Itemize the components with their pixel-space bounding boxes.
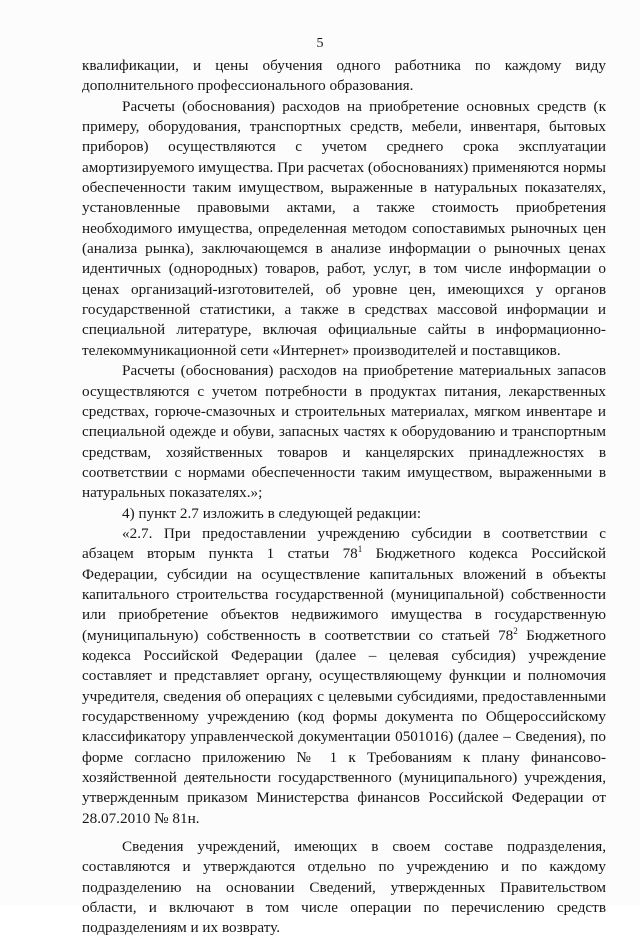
paragraph-clause-2-7	[82, 524, 606, 829]
paragraph-material-inventory: Расчеты (обоснования) расходов на приобретение материальных запасов осуществляются с учетом потребности в продуктах питания, лекарственных средствах, горюче-смазочных и строительных материалах, мягком инвентаре и специальной одежде и обуви, запасных частях к оборудованию и транспортным средствам, хозяйственных товаров и канцелярских принадлежностях в соответствии с нормами обеспеченности таким имуществом, выраженными в натуральных показателях.»;	[82, 362, 606, 502]
paragraph-fixed-assets: Расчеты (обоснования) расходов на приобретение основных средств (к примеру, оборудования, транспортных средств, мебели, инвентаря, бытовых приборов) осуществляются с учетом среднего срока эксплуатации амортизируемого имущества. При расчетах (обоснованиях) применяются нормы обеспеченности таким имуществом, выраженные в натуральных показателях, установленные правовыми актами, а также стоимость приобретения необходимого имущества, определенная методом сопоставимых рыночных цен (анализа рынка), заключающемся в анализе информации о рыночных ценах идентичных (однородных) товаров, работ, услуг, в том числе информации о ценах организаций-изготовителей, об уровне цен, имеющихся у органов государственной статистики, а также в средствах массовой информации и специальной литературе, включая официальные сайты в информационно-телекоммуникационной сети «Интернет» производителей и поставщиков.	[82, 97, 606, 359]
clause-2-7-text-part-3: Бюджетного кодекса Российской Федерации (далее – целевая субсидия) учреждение составляет и представляет органу, осуществляющему функции и полномочия учредителя, сведения об операциях с целевыми субсидиями, предоставленными государственному учреждению (код формы документа по Общероссийскому классификатору управленческой документации 0501016) (далее – Сведения), по форме согласно приложению № 1 к Требованиям к плану финансово-хозяйственной деятельности государственного (муниципального) учреждения, утвержденным приказом Министерства финансов Российской Федерации от 28.07.2010 № 81н.	[82, 626, 606, 827]
page-number: 5	[316, 36, 324, 51]
document-body	[82, 56, 606, 939]
clause-2-7-text-part-2: Бюджетного кодекса Российской Федерации, субсидии на осуществление капитальных вложений в объекты капитального строительства государственной (муниципальной) собственности или приобретение объектов недвижимого имущества в государственную (муниципальную) собственность в соответствии со статьей 78	[82, 545, 606, 644]
clause-2-7-text-part-1: «2.7. При предоставлении учреждению субсидии в соответствии с абзацем вторым пункта 1 статьи 78	[82, 524, 606, 563]
paragraph-clause-4: 4) пункт 2.7 изложить в следующей редакции:	[122, 504, 422, 522]
paragraph-qualification-continued: квалификации, и цены обучения одного работника по каждому виду дополнительного профессионального образования.	[82, 57, 606, 95]
paragraph-subdivisions: Сведения учреждений, имеющих в своем составе подразделения, составляются и утверждаются отдельно по учреждению и по каждому подразделению на основании Сведений, утвержденных Правительством области, и включают в том числе операции по перечислению средств подразделениям и их возврату.	[82, 838, 606, 937]
article-78-superscript-2: 2	[513, 625, 518, 636]
article-78-superscript-1: 1	[357, 544, 363, 555]
